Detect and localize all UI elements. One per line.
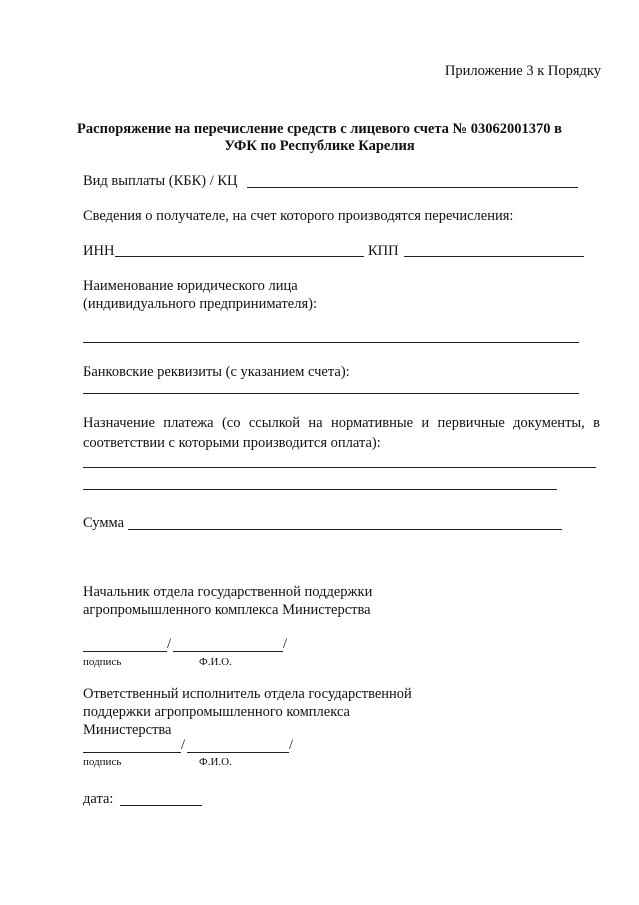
executor-name-line[interactable] bbox=[187, 752, 289, 753]
head-title-line1: Начальник отдела государственной поддержки bbox=[83, 584, 373, 600]
document-title-line2: УФК по Республике Карелия bbox=[224, 138, 415, 154]
purpose-label: Назначение платежа (со ссылкой на нормативные и первичные документы, в соответствии с которыми производится оплата): bbox=[83, 415, 600, 451]
kpp-field-line[interactable] bbox=[404, 256, 584, 257]
executor-title-line2: поддержки агропромышленного комплекса bbox=[83, 704, 350, 720]
head-title-line2: агропромышленного комплекса Министерства bbox=[83, 602, 371, 618]
executor-name-caption: Ф.И.О. bbox=[199, 756, 232, 768]
recipient-intro: Сведения о получателе, на счет которого производятся перечисления: bbox=[83, 208, 514, 224]
head-signature-line[interactable] bbox=[83, 651, 167, 652]
payment-type-label: Вид выплаты (КБК) / КЦ bbox=[83, 173, 238, 189]
head-signature-caption: подпись bbox=[83, 656, 122, 668]
amount-label: Сумма bbox=[83, 515, 125, 531]
purpose-field-line-2[interactable] bbox=[83, 489, 557, 490]
executor-signature-line[interactable] bbox=[83, 752, 181, 753]
executor-signature-caption: подпись bbox=[83, 756, 122, 768]
head-signature-slash-1: / bbox=[167, 636, 172, 652]
amount-field-line[interactable] bbox=[128, 529, 562, 530]
inn-label: ИНН bbox=[83, 243, 115, 259]
head-name-line[interactable] bbox=[173, 651, 283, 652]
executor-signature-slash-1: / bbox=[181, 737, 186, 753]
head-signature-slash-2: / bbox=[283, 636, 288, 652]
executor-title-line3: Министерства bbox=[83, 722, 172, 738]
document-title-line1: Распоряжение на перечисление средств с лицевого счета № 03062001370 в bbox=[77, 121, 562, 137]
purpose-field-line-1[interactable] bbox=[83, 467, 596, 468]
inn-field-line[interactable] bbox=[115, 256, 364, 257]
executor-signature-slash-2: / bbox=[289, 737, 294, 753]
entity-name-label-line2: (индивидуального предпринимателя): bbox=[83, 296, 318, 312]
entity-name-label-line1: Наименование юридического лица bbox=[83, 278, 298, 294]
bank-details-label: Банковские реквизиты (с указанием счета): bbox=[83, 364, 350, 380]
date-label: дата: bbox=[83, 791, 114, 807]
payment-type-line[interactable] bbox=[247, 187, 578, 188]
executor-title-line1: Ответственный исполнитель отдела государственной bbox=[83, 686, 412, 702]
bank-details-field-line[interactable] bbox=[83, 393, 579, 394]
head-name-caption: Ф.И.О. bbox=[199, 656, 232, 668]
date-field-line[interactable] bbox=[120, 805, 202, 806]
appendix-label: Приложение 3 к Порядку bbox=[444, 63, 601, 79]
kpp-label: КПП bbox=[368, 243, 399, 259]
entity-name-field-line[interactable] bbox=[83, 342, 579, 343]
